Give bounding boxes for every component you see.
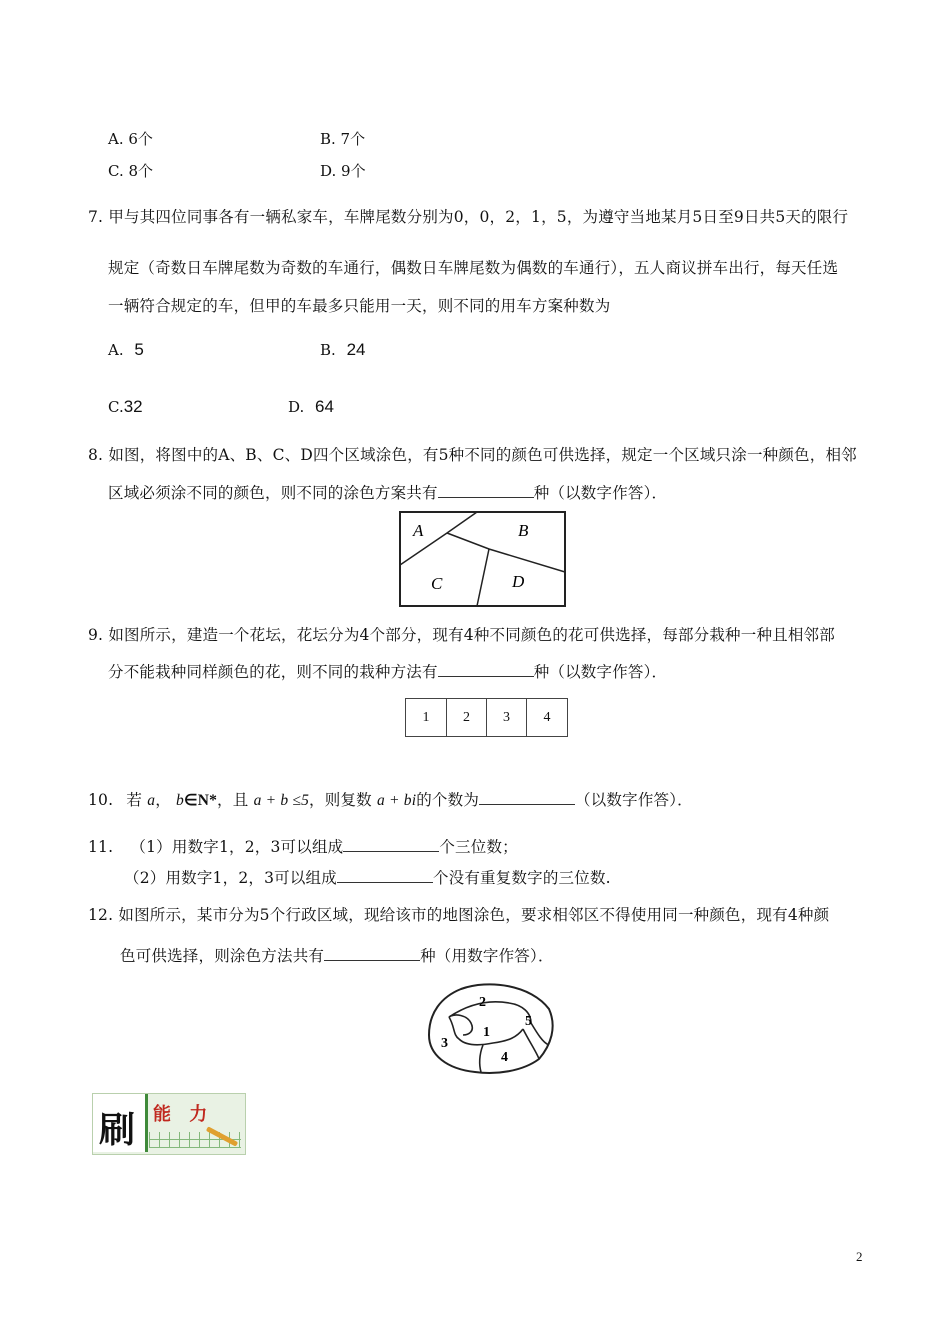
q11-part-1: 11. （1）用数字1，2，3可以组成 个三位数；	[88, 838, 518, 856]
q9-answer-blank	[438, 662, 534, 677]
q7-option-b: B. 24	[320, 340, 366, 359]
q9-line-1: 9. 如图所示，建造一个花坛，花坛分为4个部分，现有4种不同颜色的花可供选择，每部分栽种一种且相邻部	[88, 626, 835, 644]
q10-answer-blank	[479, 790, 575, 805]
q6-option-b: B. 7个	[320, 130, 366, 148]
q8-answer-blank	[438, 483, 534, 498]
q8-line-1: 8. 如图，将图中的A、B、C、D四个区域涂色，有5种不同的颜色可供选择，规定一个区域只涂一种颜色，相邻	[88, 446, 857, 464]
q11-part2-blank	[337, 868, 433, 883]
q8-region-label-b: B	[518, 521, 529, 540]
q9-cell-1: 1	[406, 699, 447, 736]
q12-region-label-1: 1	[483, 1025, 490, 1040]
q12-answer-blank	[324, 946, 420, 961]
q7-line-3: 一辆符合规定的车，但甲的车最多只能用一天，则不同的用车方案种数为	[108, 297, 611, 315]
q7-option-d: D. 64	[288, 397, 334, 416]
q8-line-2: 区域必须涂不同的颜色，则不同的涂色方案共有 种（以数字作答）．	[108, 484, 668, 502]
q8-region-diagram	[399, 511, 567, 608]
q6-option-c: C. 8个	[108, 162, 154, 180]
q11-part-2: （2）用数字1，2，3可以组成 个没有重复数字的三位数.	[124, 869, 611, 887]
q6-option-d: D. 9个	[320, 162, 366, 180]
q12-region-label-2: 2	[479, 995, 486, 1010]
q12-map-diagram	[427, 983, 557, 1075]
q12-region-label-3: 3	[441, 1036, 448, 1051]
q9-cell-4: 4	[543, 709, 551, 725]
q7-line-2: 规定（奇数日车牌尾数为奇数的车通行，偶数日车牌尾数为偶数的车通行），五人商议拼车出行，每天任选	[108, 259, 839, 277]
q12-line-1: 12. 如图所示，某市分为5个行政区域，现给该市的地图涂色，要求相邻区不得使用同一种颜色，现有4种颜	[88, 906, 830, 924]
q9-cell-2: 2	[447, 699, 487, 736]
banner-big-char: 刷	[99, 1109, 136, 1151]
q8-region-label-a: A	[413, 521, 424, 540]
q12-region-label-5: 5	[525, 1014, 532, 1029]
q9-cell-3: 3	[487, 699, 527, 736]
q7-line-1: 7. 甲与其四位同事各有一辆私家车，车牌尾数分别为0，0，2，1，5，为遵守当地某月5日至9日共5天的限行	[88, 208, 849, 226]
q7-option-c: C.32	[108, 397, 143, 416]
q12-line-2: 色可供选择，则涂色方法共有 种（用数字作答）．	[120, 947, 554, 965]
q8-region-label-c: C	[431, 574, 443, 593]
q10-line: 10. 若 a， b∈N*，且 a + b ≤5，则复数 a + bi的个数为 （以数字作答）．	[88, 791, 693, 809]
q8-region-label-d: D	[512, 572, 525, 591]
q9-flowerbed-diagram	[405, 698, 568, 737]
ability-banner	[92, 1093, 246, 1155]
q12-region-label-4: 4	[501, 1050, 508, 1065]
q9-line-2: 分不能栽种同样颜色的花，则不同的栽种方法有 种（以数字作答）．	[108, 663, 668, 681]
banner-title: 能 力	[153, 1104, 214, 1125]
q7-option-a: A. 5	[108, 340, 144, 359]
page-number: 2	[856, 1249, 863, 1264]
q6-option-a: A. 6个	[108, 130, 153, 148]
q11-part1-blank	[343, 837, 439, 852]
